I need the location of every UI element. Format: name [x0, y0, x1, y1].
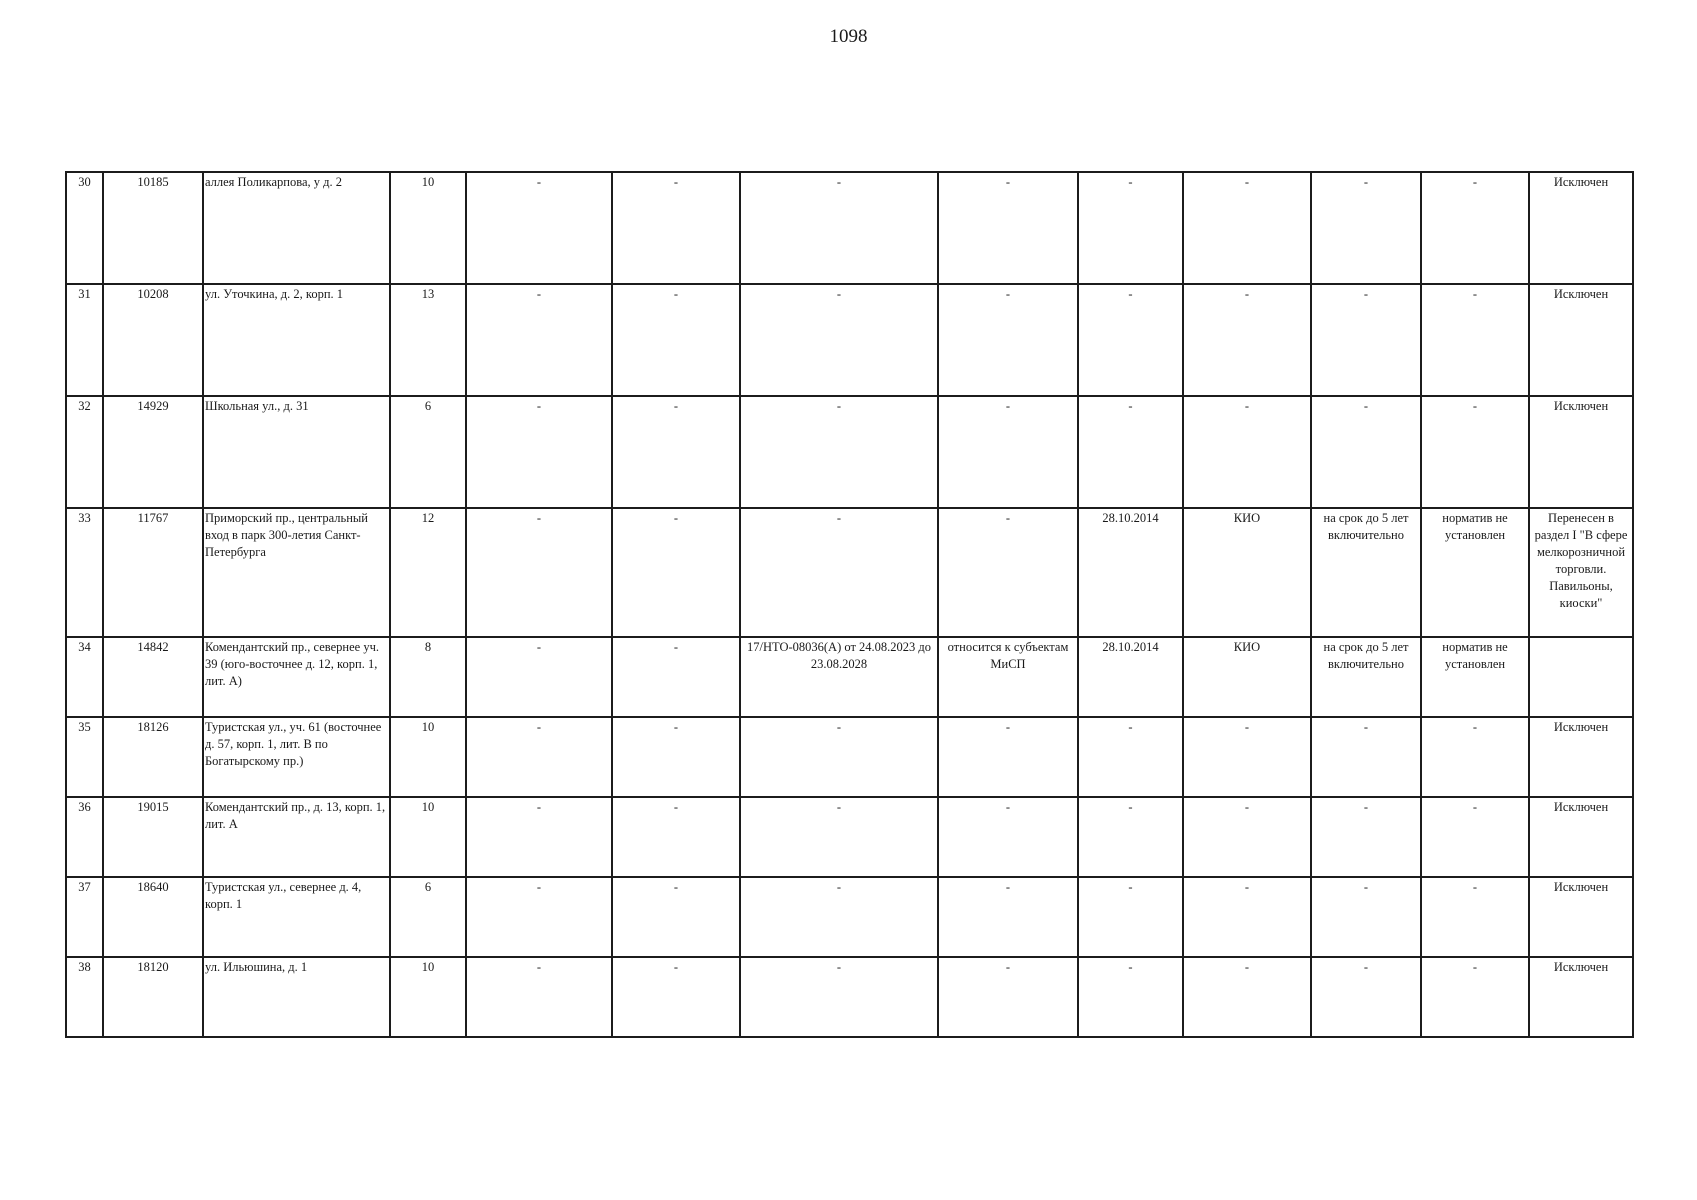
area-cell: 10 [390, 797, 466, 877]
area-cell: 10 [390, 957, 466, 1037]
column-6-cell: - [612, 637, 740, 717]
row-number-cell: 35 [66, 717, 103, 797]
organization-cell: - [1183, 877, 1311, 957]
organization-cell: КИО [1183, 508, 1311, 637]
table-row [66, 172, 1633, 284]
contract-cell: 17/НТО-08036(А) от 24.08.2023 до 23.08.2028 [740, 637, 938, 717]
term-cell: - [1311, 717, 1421, 797]
column-5-cell: - [466, 284, 612, 396]
date-cell: - [1078, 717, 1183, 797]
column-6-cell: - [612, 508, 740, 637]
status-cell: Исключен [1529, 797, 1633, 877]
row-number-cell: 32 [66, 396, 103, 508]
object-id-cell: 18640 [103, 877, 203, 957]
organization-cell: - [1183, 957, 1311, 1037]
term-cell: на срок до 5 лет включительно [1311, 637, 1421, 717]
address-cell: ул. Ильюшина, д. 1 [203, 957, 390, 1037]
term-cell: - [1311, 957, 1421, 1037]
norm-cell: - [1421, 877, 1529, 957]
address-cell: Комендантский пр., севернее уч. 39 (юго-восточнее д. 12, корп. 1, лит. А) [203, 637, 390, 717]
term-cell: - [1311, 877, 1421, 957]
subject-cell: - [938, 284, 1078, 396]
column-5-cell: - [466, 717, 612, 797]
date-cell: 28.10.2014 [1078, 508, 1183, 637]
row-number-cell: 38 [66, 957, 103, 1037]
column-6-cell: - [612, 877, 740, 957]
date-cell: 28.10.2014 [1078, 637, 1183, 717]
organization-cell: КИО [1183, 637, 1311, 717]
object-id-cell: 11767 [103, 508, 203, 637]
registry-table [65, 171, 1634, 1038]
status-cell: Перенесен в раздел I "В сфере мелкорозничной торговли. Павильоны, киоски" [1529, 508, 1633, 637]
organization-cell: - [1183, 396, 1311, 508]
status-cell: Исключен [1529, 284, 1633, 396]
status-cell: Исключен [1529, 717, 1633, 797]
address-cell: Туристская ул., севернее д. 4, корп. 1 [203, 877, 390, 957]
column-5-cell: - [466, 957, 612, 1037]
area-cell: 6 [390, 396, 466, 508]
organization-cell: - [1183, 717, 1311, 797]
address-cell: аллея Поликарпова, у д. 2 [203, 172, 390, 284]
table-row [66, 637, 1633, 717]
address-cell: ул. Уточкина, д. 2, корп. 1 [203, 284, 390, 396]
date-cell: - [1078, 797, 1183, 877]
subject-cell: - [938, 396, 1078, 508]
address-cell: Комендантский пр., д. 13, корп. 1, лит. А [203, 797, 390, 877]
object-id-cell: 19015 [103, 797, 203, 877]
column-6-cell: - [612, 797, 740, 877]
norm-cell: - [1421, 284, 1529, 396]
contract-cell: - [740, 396, 938, 508]
column-5-cell: - [466, 637, 612, 717]
subject-cell: - [938, 957, 1078, 1037]
object-id-cell: 18120 [103, 957, 203, 1037]
status-cell [1529, 637, 1633, 717]
area-cell: 10 [390, 172, 466, 284]
object-id-cell: 10185 [103, 172, 203, 284]
object-id-cell: 14842 [103, 637, 203, 717]
subject-cell: относится к субъектам МиСП [938, 637, 1078, 717]
status-cell: Исключен [1529, 957, 1633, 1037]
subject-cell: - [938, 877, 1078, 957]
organization-cell: - [1183, 284, 1311, 396]
status-cell: Исключен [1529, 877, 1633, 957]
row-number-cell: 37 [66, 877, 103, 957]
norm-cell: - [1421, 717, 1529, 797]
area-cell: 6 [390, 877, 466, 957]
norm-cell: - [1421, 957, 1529, 1037]
column-5-cell: - [466, 877, 612, 957]
column-6-cell: - [612, 284, 740, 396]
address-cell: Туристская ул., уч. 61 (восточнее д. 57, корп. 1, лит. В по Богатырскому пр.) [203, 717, 390, 797]
area-cell: 8 [390, 637, 466, 717]
date-cell: - [1078, 957, 1183, 1037]
table-row [66, 717, 1633, 797]
object-id-cell: 14929 [103, 396, 203, 508]
column-5-cell: - [466, 172, 612, 284]
norm-cell: норматив не установлен [1421, 508, 1529, 637]
address-cell: Школьная ул., д. 31 [203, 396, 390, 508]
column-6-cell: - [612, 717, 740, 797]
subject-cell: - [938, 797, 1078, 877]
table-row [66, 797, 1633, 877]
column-5-cell: - [466, 396, 612, 508]
contract-cell: - [740, 877, 938, 957]
status-cell: Исключен [1529, 396, 1633, 508]
organization-cell: - [1183, 172, 1311, 284]
object-id-cell: 10208 [103, 284, 203, 396]
column-6-cell: - [612, 957, 740, 1037]
row-number-cell: 36 [66, 797, 103, 877]
date-cell: - [1078, 396, 1183, 508]
contract-cell: - [740, 717, 938, 797]
table-row [66, 396, 1633, 508]
norm-cell: - [1421, 172, 1529, 284]
contract-cell: - [740, 797, 938, 877]
area-cell: 12 [390, 508, 466, 637]
contract-cell: - [740, 957, 938, 1037]
column-5-cell: - [466, 797, 612, 877]
row-number-cell: 31 [66, 284, 103, 396]
area-cell: 10 [390, 717, 466, 797]
table-row [66, 877, 1633, 957]
contract-cell: - [740, 172, 938, 284]
table-row [66, 508, 1633, 637]
term-cell: - [1311, 172, 1421, 284]
contract-cell: - [740, 508, 938, 637]
row-number-cell: 33 [66, 508, 103, 637]
subject-cell: - [938, 717, 1078, 797]
term-cell: - [1311, 396, 1421, 508]
object-id-cell: 18126 [103, 717, 203, 797]
date-cell: - [1078, 284, 1183, 396]
organization-cell: - [1183, 797, 1311, 877]
area-cell: 13 [390, 284, 466, 396]
norm-cell: - [1421, 797, 1529, 877]
term-cell: на срок до 5 лет включительно [1311, 508, 1421, 637]
address-cell: Приморский пр., центральный вход в парк 300-летия Санкт-Петербурга [203, 508, 390, 637]
status-cell: Исключен [1529, 172, 1633, 284]
date-cell: - [1078, 172, 1183, 284]
column-6-cell: - [612, 396, 740, 508]
norm-cell: - [1421, 396, 1529, 508]
norm-cell: норматив не установлен [1421, 637, 1529, 717]
page-number: 1098 [829, 26, 868, 47]
column-5-cell: - [466, 508, 612, 637]
term-cell: - [1311, 284, 1421, 396]
subject-cell: - [938, 508, 1078, 637]
column-6-cell: - [612, 172, 740, 284]
subject-cell: - [938, 172, 1078, 284]
row-number-cell: 30 [66, 172, 103, 284]
date-cell: - [1078, 877, 1183, 957]
term-cell: - [1311, 797, 1421, 877]
row-number-cell: 34 [66, 637, 103, 717]
table-row [66, 957, 1633, 1037]
contract-cell: - [740, 284, 938, 396]
table-row [66, 284, 1633, 396]
